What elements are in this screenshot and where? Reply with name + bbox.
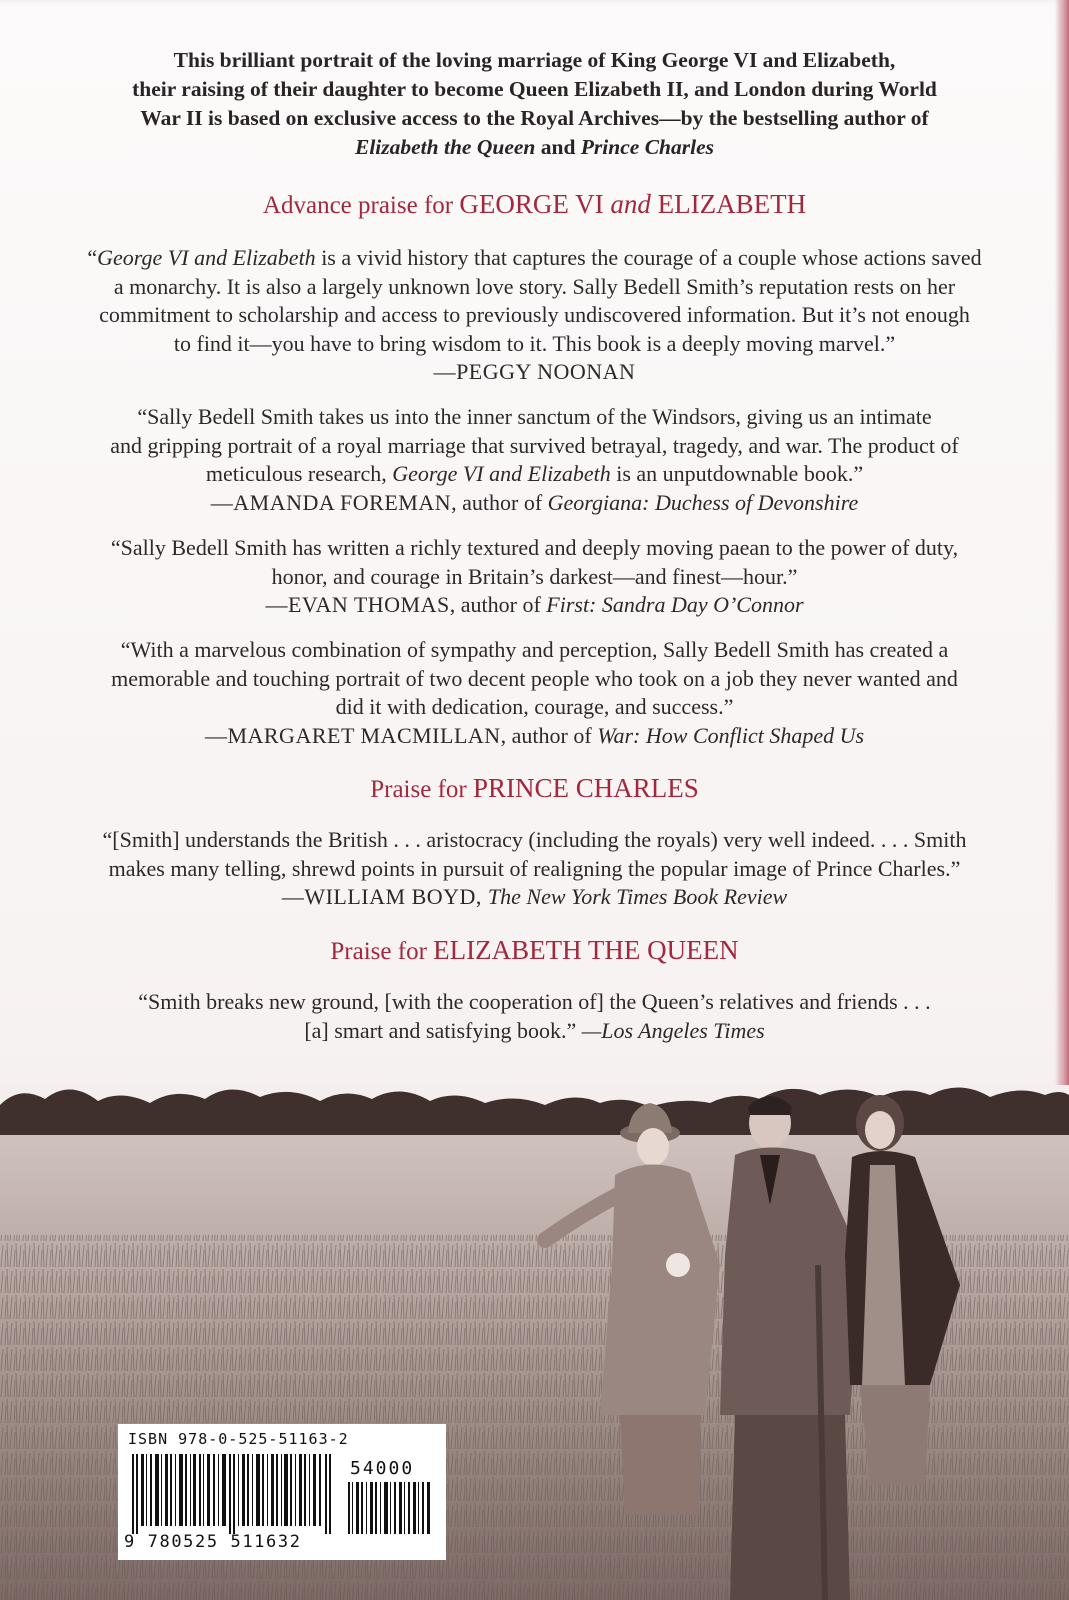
quote-attribution [40,591,1029,620]
attribution-name: —EVAN THOMAS [265,592,450,617]
barcode-bars [132,1454,337,1534]
blurb-book-title: Prince Charles [580,135,714,159]
quote-line: and gripping portrait of a royal marriage that survived betrayal, tragedy, and war. The product of [110,432,959,458]
quote-text: meticulous research, [205,461,393,486]
price-barcode-bars [348,1482,434,1534]
blurb-line: This brilliant portrait of the loving marriage of King George VI and Elizabeth, [173,48,896,72]
barcode-number: 9 780525 511632 [124,1532,302,1552]
attribution-work: The New York Times Book Review [487,884,788,909]
attribution-text: , author of [500,722,598,748]
praise-quote-macmillan [40,636,1029,750]
blurb-book-title: Elizabeth the Queen [354,135,536,159]
quote-text: is a vivid history that captures the courage of a couple whose actions saved [315,245,982,270]
quote-line [40,1017,1029,1046]
praise-quote-thomas [40,534,1029,620]
price-code: 54000 [350,1458,415,1479]
isbn-barcode [118,1424,446,1560]
quote-attribution [40,883,1029,912]
section-title: PRINCE CHARLES [472,773,699,803]
quote-line: did it with dedication, courage, and success.” [335,694,734,719]
blurb-line: War II is based on exclusive access to the Royal Archives—by the bestselling author of [140,106,929,130]
quote-text: is an unputdownable book.” [610,461,864,486]
attribution-work: Georgiana: Duchess of Devonshire [547,489,859,515]
quote-line: honor, and courage in Britain’s darkest—and finest—hour.” [271,563,798,589]
praise-quote-la-times [40,988,1029,1045]
quote-line: memorable and touching portrait of two decent people who took on a job they never wanted and [111,665,958,691]
attribution-text: , author of [449,592,547,617]
jacket-blurb [40,46,1029,162]
attribution-name: —PEGGY NOONAN [433,359,636,384]
attribution-text: , author of [451,489,548,515]
section-prefix: Praise for [330,938,434,965]
attribution-name: —MARGARET MACMILLAN [204,722,501,748]
section-heading-george-vi [40,188,1029,222]
quote-line: “Sally Bedell Smith takes us into the inner sanctum of the Windsors, giving us an intimate [137,404,932,429]
blurb-line [40,133,1029,162]
praise-quote-noonan [40,244,1029,387]
quote-line: “Sally Bedell Smith has written a richly textured and deeply moving paean to the power of duty, [110,535,959,560]
blurb-line: their raising of their daughter to become Queen Elizabeth II, and London during World [132,77,937,101]
quote-attribution [40,358,1029,387]
quote-line: a monarchy. It is also a largely unknown love story. Sally Bedell Smith’s reputation rests on her [113,273,956,299]
quote-mark: “ [87,245,98,270]
section-title: ELIZABETH [650,189,807,219]
quote-line: “[Smith] understands the British . . . aristocracy (including the royals) very well indeed. . . . Smith [102,827,967,852]
quote-line: makes many telling, shrewd points in pursuit of realigning the popular image of Prince Charles.” [108,855,961,881]
attribution-name: —WILLIAM BOYD, [281,884,488,909]
quote-text: [a] smart and satisfying book.” [304,1017,582,1043]
quote-book-title: George VI and Elizabeth [392,461,611,486]
quote-book-title: George VI and Elizabeth [97,245,316,270]
attribution-work: First: Sandra Day O’Connor [546,592,804,617]
section-title: ELIZABETH THE QUEEN [433,935,739,965]
section-heading-elizabeth-the-queen [40,934,1029,968]
quote-line [40,460,1029,489]
quote-line: to find it—you have to bring wisdom to it. This book is a deeply moving marvel.” [173,330,896,356]
quote-line: commitment to scholarship and access to previously undiscovered information. But it’s not enough [99,302,970,327]
section-title: GEORGE VI [459,189,611,219]
quote-line: “With a marvelous combination of sympathy and perception, Sally Bedell Smith has created a [120,637,949,662]
section-prefix: Advance praise for [262,192,460,219]
isbn-label: ISBN 978-0-525-51163-2 [128,1430,349,1448]
quote-line: “Smith breaks new ground, [with the cooperation of] the Queen’s relatives and friends . . . [138,989,931,1014]
attribution-name: —AMANDA FOREMAN [210,489,452,515]
attribution-work: —Los Angeles Times [581,1017,765,1043]
blurb-conjunction: and [535,135,581,159]
section-heading-prince-charles [40,772,1029,806]
section-title: and [610,189,651,219]
praise-quote-foreman [40,403,1029,517]
quote-line [40,244,1029,273]
quote-attribution [40,489,1029,518]
praise-quote-boyd [40,826,1029,912]
quote-attribution [40,722,1029,751]
attribution-work: War: How Conflict Shaped Us [597,722,865,748]
section-prefix: Praise for [370,776,473,803]
